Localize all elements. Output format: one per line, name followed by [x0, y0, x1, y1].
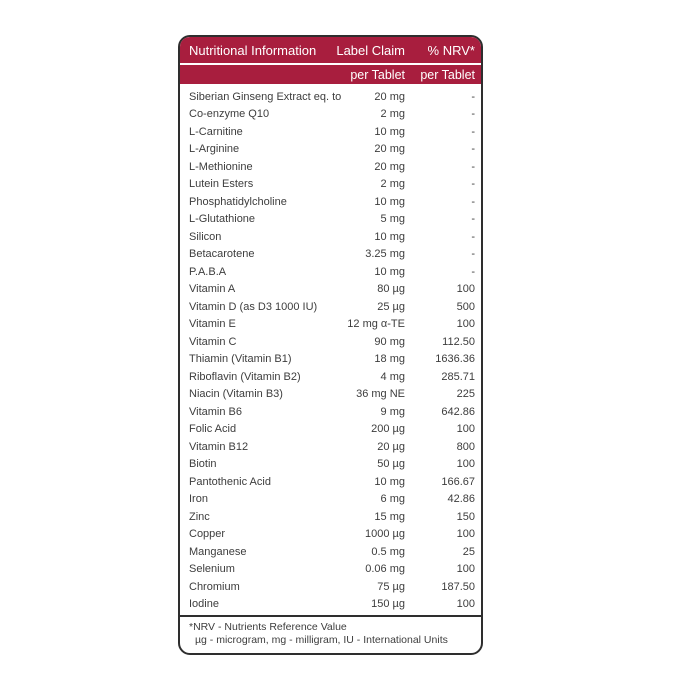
table-row: [189, 456, 475, 474]
table-row: [189, 211, 475, 229]
label-claim-value: 15 mg: [374, 510, 405, 523]
label-claim-value: 10 mg: [374, 125, 405, 138]
nutrient-name: Co-enzyme Q10: [189, 108, 270, 121]
label-claim-value: 80 µg: [377, 283, 405, 296]
nutrient-name: L-Methionine: [189, 160, 253, 173]
nrv-value: 100: [456, 283, 475, 296]
nrv-value: -: [471, 265, 475, 278]
nutrient-name: Pantothenic Acid: [189, 475, 271, 488]
nutrient-name: Zinc: [189, 510, 210, 523]
nutrient-name: Vitamin D (as D3 1000 IU): [189, 300, 318, 313]
table-row: [189, 438, 475, 456]
label-claim-value: 0.06 mg: [365, 563, 405, 576]
nutrient-name: Iron: [189, 493, 208, 506]
label-claim-value: 18 mg: [374, 353, 405, 366]
table-row: [189, 543, 475, 561]
nutrient-name: Betacarotene: [189, 248, 255, 261]
table-row: [189, 386, 475, 404]
table-row: [189, 561, 475, 579]
nutrient-name: Copper: [189, 528, 226, 541]
nrv-value: 100: [456, 423, 475, 436]
table-row: [189, 281, 475, 299]
nutrient-name: Biotin: [189, 458, 217, 471]
table-row: [189, 141, 475, 159]
label-claim-value: 90 mg: [374, 335, 405, 348]
table-row: [189, 508, 475, 526]
nutrition-facts-panel: [178, 35, 483, 655]
footnote-section: [180, 615, 481, 653]
nutrient-name: Vitamin B6: [189, 405, 242, 418]
nrv-value: 100: [456, 318, 475, 331]
label-claim-value: 9 mg: [380, 405, 405, 418]
nrv-value: 42.86: [447, 493, 475, 506]
table-row: [189, 246, 475, 264]
label-claim-value: 10 mg: [374, 265, 405, 278]
table-row: [189, 193, 475, 211]
table-row: [189, 316, 475, 334]
nutrient-name: L-Glutathione: [189, 213, 256, 226]
label-claim-value: 0.5 mg: [371, 545, 405, 558]
table-row: [189, 263, 475, 281]
label-claim-value: 6 mg: [380, 493, 405, 506]
table-row: [189, 298, 475, 316]
label-claim-value: 200 µg: [371, 423, 405, 436]
nrv-value: -: [471, 195, 475, 208]
table-row: [189, 526, 475, 544]
header-row-main: [180, 37, 481, 63]
header-label-claim-unit: per Tablet: [350, 67, 405, 82]
nrv-value: 100: [456, 563, 475, 576]
label-claim-value: 20 mg: [374, 90, 405, 103]
label-claim-value: 20 µg: [377, 440, 405, 453]
nutrient-name: Folic Acid: [189, 423, 237, 436]
nutrient-name: L-Carnitine: [189, 125, 243, 138]
table-row: [189, 421, 475, 439]
table-row: [189, 158, 475, 176]
nutrient-name: P.A.B.A: [189, 265, 227, 278]
nutrient-name: Chromium: [189, 580, 240, 593]
label-claim-value: 3.25 mg: [365, 248, 405, 261]
nrv-value: -: [471, 230, 475, 243]
table-row: [189, 228, 475, 246]
nrv-value: -: [471, 90, 475, 103]
nrv-value: 1636.36: [435, 353, 475, 366]
nrv-value: 187.50: [441, 580, 475, 593]
table-row: [189, 88, 475, 106]
nutrient-name: Riboflavin (Vitamin B2): [189, 370, 301, 383]
nutrient-name: Vitamin E: [189, 318, 236, 331]
nutrient-name: Vitamin B12: [189, 440, 249, 453]
table-row: [189, 333, 475, 351]
label-claim-value: 75 µg: [377, 580, 405, 593]
label-claim-value: 2 mg: [380, 178, 405, 191]
table-header: [180, 37, 481, 84]
label-claim-value: 1000 µg: [365, 528, 405, 541]
table-row: [189, 368, 475, 386]
nrv-value: 100: [456, 528, 475, 541]
nrv-value: 25: [462, 545, 475, 558]
units-footnote: µg - microgram, mg - milligram, IU - International Units: [195, 634, 448, 646]
nutrient-name: Phosphatidylcholine: [189, 195, 287, 208]
nrv-value: 642.86: [441, 405, 475, 418]
label-claim-value: 10 mg: [374, 230, 405, 243]
table-row: [189, 473, 475, 491]
label-claim-value: 5 mg: [380, 213, 405, 226]
table-row: [189, 106, 475, 124]
label-claim-value: 20 mg: [374, 143, 405, 156]
nrv-value: 166.67: [441, 475, 475, 488]
label-claim-value: 20 mg: [374, 160, 405, 173]
nutrient-name: L-Arginine: [189, 143, 240, 156]
nutrient-name: Manganese: [189, 545, 247, 558]
label-claim-value: 150 µg: [371, 598, 405, 611]
nutrient-name: Vitamin C: [189, 335, 237, 348]
nutrient-name: Lutein Esters: [189, 178, 254, 191]
nutrient-name: Iodine: [189, 598, 219, 611]
table-row: [189, 176, 475, 194]
nrv-value: 500: [456, 300, 475, 313]
nrv-value: -: [471, 108, 475, 121]
nrv-value: -: [471, 248, 475, 261]
label-claim-value: 50 µg: [377, 458, 405, 471]
nrv-value: -: [471, 213, 475, 226]
label-claim-value: 4 mg: [380, 370, 405, 383]
table-row: [189, 578, 475, 596]
header-title: Nutritional Information: [189, 42, 317, 58]
nutrient-name: Selenium: [189, 563, 235, 576]
nrv-value: 285.71: [441, 370, 475, 383]
nrv-value: -: [471, 143, 475, 156]
nrv-value: 100: [456, 598, 475, 611]
table-row: [189, 123, 475, 141]
nutrient-name: Niacin (Vitamin B3): [189, 388, 283, 401]
nrv-value: 800: [456, 440, 475, 453]
table-row: [189, 351, 475, 369]
label-claim-value: 10 mg: [374, 475, 405, 488]
nutrient-name: Silicon: [189, 230, 222, 243]
label-claim-value: 25 µg: [377, 300, 405, 313]
header-nrv: % NRV*: [427, 42, 475, 58]
nrv-footnote: *NRV - Nutrients Reference Value: [189, 621, 347, 633]
nutrient-name: Siberian Ginseng Extract eq. to: [189, 90, 342, 103]
nrv-value: 112.50: [442, 335, 475, 348]
header-nrv-unit: per Tablet: [420, 67, 475, 82]
nrv-value: -: [471, 178, 475, 191]
nutrient-table-body: [180, 84, 481, 615]
label-claim-value: 12 mg α-TE: [347, 318, 405, 331]
label-claim-value: 10 mg: [374, 195, 405, 208]
nrv-value: 150: [456, 510, 475, 523]
nrv-value: 225: [456, 388, 475, 401]
nutrient-name: Vitamin A: [189, 283, 236, 296]
nrv-value: 100: [456, 458, 475, 471]
label-claim-value: 2 mg: [380, 108, 405, 121]
nutrient-name: Thiamin (Vitamin B1): [189, 353, 292, 366]
label-claim-value: 36 mg NE: [356, 388, 405, 401]
table-row: [189, 596, 475, 614]
nrv-value: -: [471, 125, 475, 138]
table-row: [189, 403, 475, 421]
header-label-claim: Label Claim: [336, 42, 405, 58]
nrv-value: -: [471, 160, 475, 173]
table-row: [189, 491, 475, 509]
header-row-sub: [180, 65, 481, 84]
